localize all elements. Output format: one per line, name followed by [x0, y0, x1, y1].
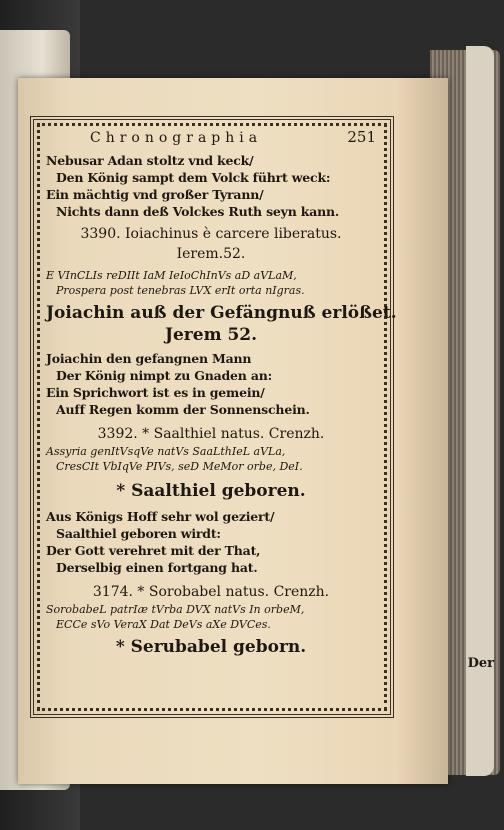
poem-line: Der Gott verehret mit der That,	[46, 543, 261, 558]
page-text	[46, 128, 397, 658]
entry-3392: 3392. * Saalthiel natus. Crenzh.	[97, 426, 325, 442]
poem-stanza-3	[46, 508, 376, 576]
chronogram-2	[46, 444, 376, 474]
entry-3390: 3390. Ioiachinus è carcere liberatus.	[80, 226, 342, 242]
chronogram-line: ECCe sVo VeraX Dat DeVs aXe DVCes.	[56, 618, 271, 631]
poem-line: Auff Regen komm der Sonnenschein.	[56, 402, 310, 417]
poem-line: Der König nimpt zu Gnaden an:	[56, 368, 273, 383]
poem-line: Ein mächtig vnd großer Tyrann/	[46, 187, 264, 202]
heading-line: Joiachin auß der Gefängnuß erlößet.	[46, 303, 397, 323]
entry-3174: 3174. * Sorobabel natus. Crenzh.	[92, 584, 330, 600]
scripture-reference: Ierem.52.	[176, 246, 246, 262]
heading-line: Jerem 52.	[164, 325, 258, 345]
running-head	[46, 128, 376, 152]
poem-stanza-2	[46, 350, 376, 418]
poem-line: Nichts dann deß Volckes Ruth seyn kann.	[56, 204, 340, 219]
page-number: 251	[347, 128, 376, 146]
chronogram-line: Prospera post tenebras LVX erIt orta nIgras.	[56, 284, 305, 297]
poem-line: Ein Sprichwort ist es in gemein/	[46, 385, 265, 400]
chronogram-line: SorobabeL patrIæ tVrba DVX natVs In orbeM,	[46, 603, 305, 616]
poem-line: Saalthiel geboren wirdt:	[56, 526, 221, 541]
section-heading-saalthiel: * Saalthiel geboren.	[116, 481, 306, 501]
section-heading-serubabel: * Serubabel geborn.	[115, 637, 307, 657]
chronogram-3	[46, 602, 376, 632]
chronogram-line: E VInCLIs reDIIt IaM IeIoChInVs aD aVLaM,	[46, 269, 297, 282]
section-heading-joiachin	[46, 302, 397, 346]
poem-stanza-1	[46, 152, 376, 220]
poem-line: Den König sampt dem Volck führt weck:	[56, 170, 331, 185]
poem-line: Joiachin den gefangnen Mann	[46, 351, 252, 366]
running-title: Chronographia	[90, 130, 263, 146]
catchword: Der	[467, 656, 494, 671]
poem-line: Nebusar Adan stoltz vnd keck/	[46, 153, 254, 168]
poem-line: Aus Königs Hoff sehr wol geziert/	[46, 509, 275, 524]
poem-line: Derselbig einen fortgang hat.	[56, 560, 258, 575]
chronogram-1	[46, 268, 376, 298]
chronogram-line: Assyria genItVsqVe natVs SaaLthIeL aVLa,	[46, 445, 286, 458]
chronogram-line: CresCIt VbIqVe PIVs, seD MeMor orbe, DeI.	[56, 460, 303, 473]
